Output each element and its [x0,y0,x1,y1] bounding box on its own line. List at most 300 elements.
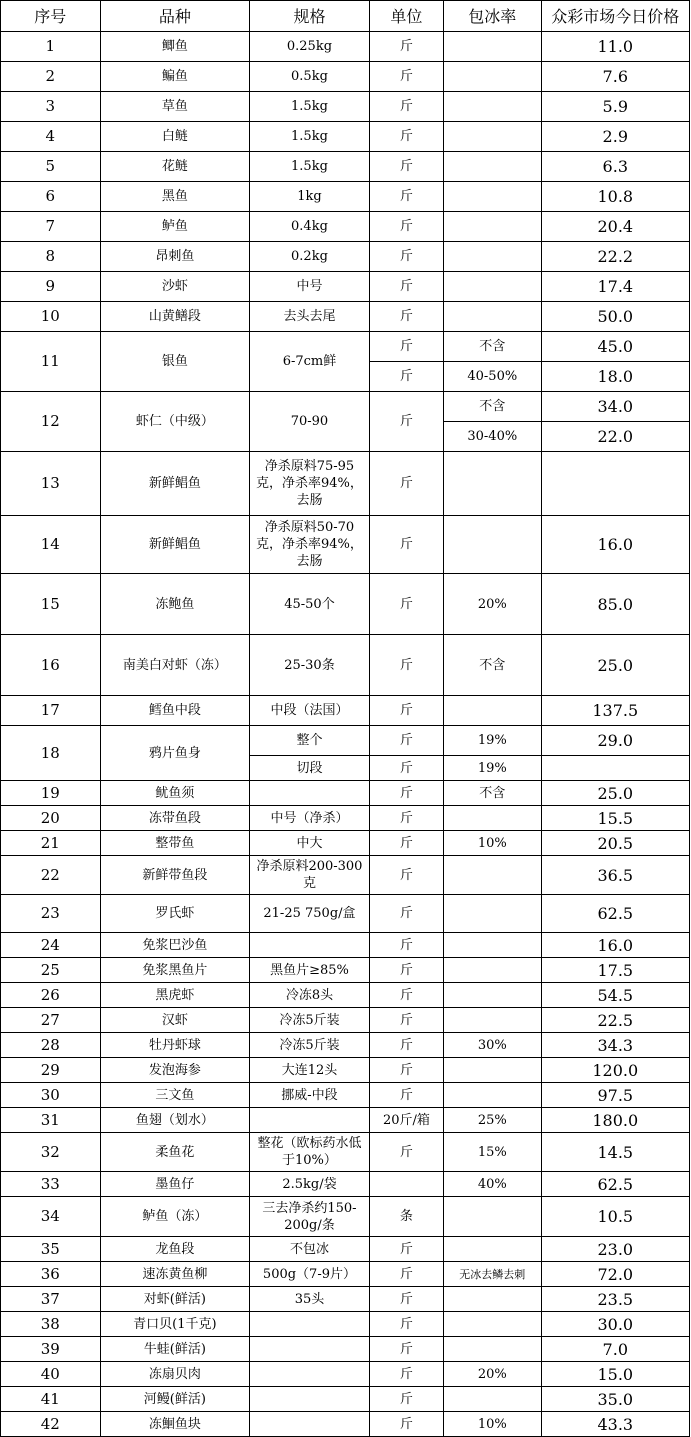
cell-unit: 斤 [369,1237,443,1262]
cell-unit: 斤 [369,62,443,92]
cell-ice-rate: 不含 [444,392,542,422]
cell-unit: 斤 [369,392,443,452]
cell-spec: 冷冻8头 [250,983,370,1008]
cell-ice-rate: 40% [444,1172,542,1197]
cell-variety: 免浆黑鱼片 [100,958,249,983]
cell-variety: 白鲢 [100,122,249,152]
cell-unit: 斤 [369,895,443,933]
cell-spec: 中号（净杀） [250,806,370,831]
table-row [1,895,690,933]
table-row [1,1172,690,1197]
cell-spec: 25-30条 [250,635,370,696]
cell-spec: 不包冰 [250,1237,370,1262]
cell-spec: 净杀原料200-300克 [250,856,370,895]
cell-unit: 斤 [369,332,443,362]
cell-index: 32 [1,1133,101,1172]
cell-variety: 冻带鱼段 [100,806,249,831]
header-unit: 单位 [369,1,443,32]
cell-ice-rate: 10% [444,831,542,856]
cell-unit: 斤 [369,1412,443,1437]
cell-unit: 斤 [369,574,443,635]
cell-price: 25.0 [541,781,689,806]
cell-price: 34.3 [541,1033,689,1058]
cell-unit: 斤 [369,856,443,895]
cell-variety: 罗氏虾 [100,895,249,933]
cell-price [541,452,689,516]
cell-index: 38 [1,1312,101,1337]
table-row [1,32,690,62]
cell-price: 25.0 [541,635,689,696]
cell-index: 7 [1,212,101,242]
cell-variety: 草鱼 [100,92,249,122]
table-body [1,32,690,1437]
cell-index: 2 [1,62,101,92]
cell-unit: 斤 [369,182,443,212]
cell-price: 23.5 [541,1287,689,1312]
cell-ice-rate: 15% [444,1133,542,1172]
cell-ice-rate [444,182,542,212]
cell-variety: 三文鱼 [100,1083,249,1108]
cell-price: 45.0 [541,332,689,362]
cell-ice-rate: 不含 [444,781,542,806]
cell-ice-rate [444,1083,542,1108]
cell-spec: 中大 [250,831,370,856]
cell-unit: 斤 [369,983,443,1008]
cell-price: 72.0 [541,1262,689,1287]
cell-unit: 斤 [369,516,443,574]
cell-price: 17.5 [541,958,689,983]
cell-index: 6 [1,182,101,212]
cell-index: 21 [1,831,101,856]
cell-variety: 鳊鱼 [100,62,249,92]
cell-unit: 斤 [369,806,443,831]
cell-ice-rate [444,32,542,62]
cell-spec: 切段 [250,756,370,781]
cell-variety: 虾仁（中级） [100,392,249,452]
cell-index: 16 [1,635,101,696]
cell-index: 37 [1,1287,101,1312]
cell-index: 42 [1,1412,101,1437]
cell-variety: 银鱼 [100,332,249,392]
cell-ice-rate [444,696,542,726]
cell-index: 12 [1,392,101,452]
cell-index: 41 [1,1387,101,1412]
cell-spec: 1kg [250,182,370,212]
cell-ice-rate: 10% [444,1412,542,1437]
cell-unit: 斤 [369,1008,443,1033]
cell-unit [369,1172,443,1197]
cell-unit: 斤 [369,1362,443,1387]
cell-variety: 鳕鱼中段 [100,696,249,726]
cell-unit: 斤 [369,831,443,856]
cell-spec: 0.5kg [250,62,370,92]
cell-unit: 斤 [369,242,443,272]
cell-index: 17 [1,696,101,726]
cell-spec: 中号 [250,272,370,302]
cell-unit: 斤 [369,302,443,332]
cell-price: 137.5 [541,696,689,726]
cell-unit: 斤 [369,1262,443,1287]
cell-spec: 冷冻5斤装 [250,1008,370,1033]
cell-ice-rate: 20% [444,1362,542,1387]
cell-variety: 免浆巴沙鱼 [100,933,249,958]
cell-ice-rate [444,1058,542,1083]
cell-index: 31 [1,1108,101,1133]
cell-ice-rate [444,1312,542,1337]
cell-variety: 发泡海参 [100,1058,249,1083]
cell-price: 62.5 [541,895,689,933]
cell-spec [250,1108,370,1133]
cell-index: 14 [1,516,101,574]
cell-price: 22.2 [541,242,689,272]
cell-index: 18 [1,726,101,781]
cell-ice-rate [444,1008,542,1033]
cell-price: 22.5 [541,1008,689,1033]
cell-unit: 斤 [369,1312,443,1337]
cell-spec: 1.5kg [250,122,370,152]
cell-spec: 净杀原料75-95克，净杀率94%，去肠 [250,452,370,516]
cell-spec: 35头 [250,1287,370,1312]
cell-ice-rate: 不含 [444,635,542,696]
cell-variety: 冻鲍鱼 [100,574,249,635]
table-row [1,1237,690,1262]
cell-spec: 1.5kg [250,92,370,122]
table-row [1,1412,690,1437]
table-row [1,958,690,983]
cell-index: 19 [1,781,101,806]
cell-index: 24 [1,933,101,958]
table-row [1,696,690,726]
cell-price: 29.0 [541,726,689,756]
cell-index: 34 [1,1197,101,1237]
table-row [1,1337,690,1362]
cell-price: 15.5 [541,806,689,831]
cell-index: 4 [1,122,101,152]
cell-index: 30 [1,1083,101,1108]
table-row [1,983,690,1008]
cell-ice-rate [444,1287,542,1312]
cell-variety: 鱿鱼须 [100,781,249,806]
cell-spec [250,781,370,806]
cell-variety: 新鲜带鱼段 [100,856,249,895]
cell-spec: 0.2kg [250,242,370,272]
cell-ice-rate [444,272,542,302]
table-row [1,182,690,212]
cell-index: 9 [1,272,101,302]
cell-variety: 柔鱼花 [100,1133,249,1172]
cell-spec: 去头去尾 [250,302,370,332]
cell-variety: 青口贝(1千克) [100,1312,249,1337]
cell-index: 35 [1,1237,101,1262]
cell-variety: 南美白对虾（冻） [100,635,249,696]
cell-variety: 昂刺鱼 [100,242,249,272]
cell-spec [250,1412,370,1437]
cell-spec [250,933,370,958]
cell-price: 17.4 [541,272,689,302]
cell-ice-rate [444,62,542,92]
cell-spec: 2.5kg/袋 [250,1172,370,1197]
cell-price: 22.0 [541,422,689,452]
table-row [1,806,690,831]
cell-spec: 中段（法国） [250,696,370,726]
cell-index: 10 [1,302,101,332]
table-row [1,62,690,92]
table-row [1,1083,690,1108]
header-variety: 品种 [100,1,249,32]
header-row [1,1,690,32]
table-row [1,1287,690,1312]
cell-variety: 汉虾 [100,1008,249,1033]
table-row [1,574,690,635]
cell-ice-rate [444,1337,542,1362]
cell-price: 2.9 [541,122,689,152]
cell-spec: 21-25 750g/盒 [250,895,370,933]
cell-index: 28 [1,1033,101,1058]
table-row [1,726,690,756]
cell-price: 180.0 [541,1108,689,1133]
table-row [1,1197,690,1237]
cell-variety: 龙鱼段 [100,1237,249,1262]
cell-ice-rate [444,856,542,895]
cell-index: 8 [1,242,101,272]
cell-unit: 斤 [369,696,443,726]
cell-index: 40 [1,1362,101,1387]
cell-ice-rate [444,516,542,574]
cell-ice-rate [444,958,542,983]
cell-unit: 斤 [369,92,443,122]
cell-ice-rate [444,212,542,242]
cell-index: 39 [1,1337,101,1362]
cell-ice-rate [444,452,542,516]
cell-unit: 斤 [369,122,443,152]
cell-ice-rate [444,92,542,122]
cell-price: 16.0 [541,933,689,958]
cell-unit: 条 [369,1197,443,1237]
cell-variety: 鱼翅（划水） [100,1108,249,1133]
cell-index: 22 [1,856,101,895]
cell-ice-rate [444,806,542,831]
cell-spec [250,1312,370,1337]
cell-variety: 河鳗(鲜活) [100,1387,249,1412]
table-row [1,1108,690,1133]
cell-index: 25 [1,958,101,983]
cell-price: 23.0 [541,1237,689,1262]
cell-price: 5.9 [541,92,689,122]
cell-variety: 鸦片鱼身 [100,726,249,781]
cell-variety: 黑虎虾 [100,983,249,1008]
table-row [1,1362,690,1387]
table-row [1,1312,690,1337]
cell-unit: 斤 [369,781,443,806]
cell-price: 7.0 [541,1337,689,1362]
cell-price: 16.0 [541,516,689,574]
header-index: 序号 [1,1,101,32]
cell-ice-rate [444,152,542,182]
cell-variety: 新鲜鲳鱼 [100,452,249,516]
cell-index: 27 [1,1008,101,1033]
cell-price [541,756,689,781]
cell-unit: 斤 [369,958,443,983]
table-row [1,212,690,242]
cell-index: 11 [1,332,101,392]
cell-ice-rate [444,983,542,1008]
cell-ice-rate: 无冰去鳞去刺 [444,1262,542,1287]
cell-unit: 斤 [369,726,443,756]
cell-variety: 山黄鳝段 [100,302,249,332]
cell-ice-rate [444,242,542,272]
cell-variety: 黑鱼 [100,182,249,212]
cell-ice-rate: 19% [444,756,542,781]
cell-index: 15 [1,574,101,635]
table-row [1,1387,690,1412]
cell-unit: 斤 [369,152,443,182]
cell-spec: 黑鱼片≥85% [250,958,370,983]
cell-ice-rate [444,302,542,332]
cell-spec: 70-90 [250,392,370,452]
cell-price: 36.5 [541,856,689,895]
cell-index: 26 [1,983,101,1008]
table-row [1,1033,690,1058]
cell-ice-rate [444,1197,542,1237]
cell-unit: 斤 [369,1083,443,1108]
table-row [1,242,690,272]
cell-unit: 斤 [369,1058,443,1083]
cell-ice-rate [444,122,542,152]
table-row [1,635,690,696]
cell-index: 13 [1,452,101,516]
cell-price: 34.0 [541,392,689,422]
table-row [1,272,690,302]
cell-variety: 花鲢 [100,152,249,182]
cell-variety: 鲫鱼 [100,32,249,62]
table-row [1,302,690,332]
table-row [1,831,690,856]
cell-unit: 斤 [369,756,443,781]
cell-price: 50.0 [541,302,689,332]
cell-index: 1 [1,32,101,62]
cell-price: 30.0 [541,1312,689,1337]
cell-price: 20.5 [541,831,689,856]
header-price: 众彩市场今日价格 [541,1,689,32]
cell-variety: 鲈鱼（冻） [100,1197,249,1237]
cell-ice-rate: 不含 [444,332,542,362]
cell-price: 6.3 [541,152,689,182]
table-row [1,1262,690,1287]
cell-index: 33 [1,1172,101,1197]
cell-price: 20.4 [541,212,689,242]
cell-variety: 整带鱼 [100,831,249,856]
cell-unit: 斤 [369,933,443,958]
table-row [1,452,690,516]
cell-price: 97.5 [541,1083,689,1108]
cell-index: 29 [1,1058,101,1083]
cell-price: 85.0 [541,574,689,635]
table-row [1,516,690,574]
cell-price: 120.0 [541,1058,689,1083]
cell-spec: 大连12头 [250,1058,370,1083]
cell-unit: 斤 [369,1033,443,1058]
cell-spec [250,1337,370,1362]
cell-variety: 冻鮰鱼块 [100,1412,249,1437]
cell-spec: 净杀原料50-70克，净杀率94%，去肠 [250,516,370,574]
cell-variety: 速冻黄鱼柳 [100,1262,249,1287]
cell-spec: 500g（7-9片） [250,1262,370,1287]
cell-index: 20 [1,806,101,831]
cell-unit: 斤 [369,1133,443,1172]
cell-unit: 斤 [369,635,443,696]
cell-price: 10.5 [541,1197,689,1237]
table-row [1,1008,690,1033]
cell-ice-rate: 25% [444,1108,542,1133]
cell-ice-rate [444,933,542,958]
cell-unit: 20斤/箱 [369,1108,443,1133]
cell-unit: 斤 [369,1287,443,1312]
header-ice-rate: 包冰率 [444,1,542,32]
table-row [1,933,690,958]
cell-index: 36 [1,1262,101,1287]
cell-spec: 1.5kg [250,152,370,182]
cell-ice-rate: 20% [444,574,542,635]
cell-spec: 三去净杀约150-200g/条 [250,1197,370,1237]
cell-spec: 0.25kg [250,32,370,62]
cell-ice-rate [444,895,542,933]
cell-ice-rate: 40-50% [444,362,542,392]
cell-spec: 6-7cm鲜 [250,332,370,392]
table-row [1,781,690,806]
cell-index: 23 [1,895,101,933]
cell-price: 54.5 [541,983,689,1008]
cell-unit: 斤 [369,452,443,516]
cell-spec: 挪威-中段 [250,1083,370,1108]
cell-unit: 斤 [369,1337,443,1362]
cell-price: 14.5 [541,1133,689,1172]
cell-spec: 整个 [250,726,370,756]
cell-price: 18.0 [541,362,689,392]
cell-spec: 45-50个 [250,574,370,635]
cell-unit: 斤 [369,1387,443,1412]
cell-ice-rate [444,1387,542,1412]
cell-index: 5 [1,152,101,182]
table-row [1,122,690,152]
cell-price: 43.3 [541,1412,689,1437]
header-spec: 规格 [250,1,370,32]
cell-variety: 牛蛙(鲜活) [100,1337,249,1362]
cell-spec: 0.4kg [250,212,370,242]
cell-unit: 斤 [369,272,443,302]
cell-price: 10.8 [541,182,689,212]
table-row [1,856,690,895]
table-row [1,1058,690,1083]
table-row [1,332,690,362]
cell-spec: 整花（欧标药水低于10%） [250,1133,370,1172]
cell-variety: 墨鱼仔 [100,1172,249,1197]
cell-variety: 鲈鱼 [100,212,249,242]
cell-price: 11.0 [541,32,689,62]
cell-ice-rate: 30% [444,1033,542,1058]
table-row [1,152,690,182]
cell-variety: 冻扇贝肉 [100,1362,249,1387]
table-row [1,92,690,122]
table-row [1,392,690,422]
cell-variety: 沙虾 [100,272,249,302]
table-row [1,1133,690,1172]
cell-price: 35.0 [541,1387,689,1412]
cell-unit: 斤 [369,362,443,392]
cell-unit: 斤 [369,212,443,242]
cell-price: 62.5 [541,1172,689,1197]
cell-index: 3 [1,92,101,122]
cell-price: 7.6 [541,62,689,92]
